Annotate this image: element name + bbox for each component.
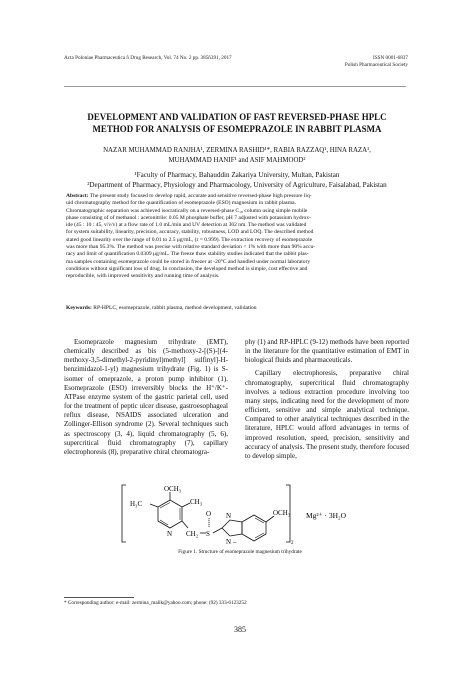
benzene-ring (242, 515, 266, 541)
mg-trihydrate-label: Mg²⁺ · 3H₂O (306, 511, 347, 520)
abstract-line: phase consisting of of methanol : acetonitrile: 0.05 M phosphate buffer, pH 7 adjusted with potassium hydrox- (66, 214, 311, 221)
pyridine-ring (158, 500, 182, 528)
affiliations (58, 171, 416, 190)
affiliation-2: ²Department of Pharmacy, Physiology and Pharmacology, University of Agriculture, Faisalabad, Pakistan (87, 180, 387, 189)
title-line-1: DEVELOPMENT AND VALIDATION OF FAST REVERSED-PHASE HPLC (87, 112, 387, 122)
authors-line-2: MUHAMMAD HANIF¹ and ASIF MAHMOOD² (168, 157, 306, 164)
authors-line-1: NAZAR MUHAMMAD RANJHA¹, ZERMINA RASHID¹*, RABIA RAZZAQ¹, HINA RAZA¹, (103, 147, 371, 154)
bond (182, 503, 190, 507)
affiliation-1: ¹Faculty of Pharmacy, Bahauddin Zakariya University, Multan, Pakistan (134, 171, 340, 179)
esomeprazole-structure-figure (110, 482, 370, 546)
title-line-2: METHOD FOR ANALYSIS OF ESOMEPRAZOLE IN RABBIT PLASMA (92, 124, 382, 134)
oxygen-label: O (206, 510, 212, 518)
right-column (245, 338, 409, 465)
bond (150, 504, 158, 507)
sulfur-label: S (206, 530, 210, 538)
subscript-2: 2 (291, 541, 294, 546)
bond (182, 521, 188, 528)
footnote-rule (64, 597, 134, 598)
left-column (64, 338, 228, 461)
abstract-line: ma samples containing esomeprazole could be stored in freezer at -20°C and handled under normal laboratory (66, 258, 311, 265)
left-bracket (122, 485, 126, 542)
abstract-line: Chromatographic separation was achieved isocratically on a reversed-phase C₁₈ column using simple mobile (66, 207, 308, 214)
abstract-label: Abstract: (66, 193, 89, 199)
imidazole-n1-label: N (226, 512, 232, 520)
figure-caption: Figure 1. Structure of esomeprazole magnesium trihydrate (178, 549, 302, 555)
pyridine-n-label: N (167, 530, 173, 538)
keywords-text: RP-HPLC, esomeprazole, rabbit plasma, method development, validation (93, 305, 257, 311)
och3-top-label: OCH₃ (164, 485, 182, 493)
header-rule (64, 86, 406, 87)
keywords (66, 305, 408, 312)
keywords-label: Keywords: (66, 305, 92, 311)
imidazole-ring (222, 520, 242, 536)
page-number: 385 (234, 625, 246, 634)
ch3-label: CH₃ (190, 498, 203, 506)
paper-title (58, 111, 416, 135)
journal-header: Acta Poloniae Pharmaceutica ñ Drug Research, Vol. 74 No. 2 pp. 385ñ391, 2017 (64, 55, 232, 61)
imidazole-n2-label: N (226, 538, 232, 546)
corresponding-author-footnote: * Corresponding author: e-mail: zermina_malik@yahoo.com; phone: (92) 333-6123252 (64, 600, 247, 606)
abstract-line: racy and limit of quantification 0.0309 μg/mL. The freeze thaw stability studies indicated that the rabbit plas- (66, 251, 309, 258)
minus-charge-label: – (233, 538, 237, 546)
och3-right-label: OCH₃ (273, 509, 291, 517)
author-list (58, 146, 416, 166)
abstract (66, 193, 408, 281)
abstract-line: for system suitability, linearity, precision, accuracy, stability, robustness, LOD and LOQ. The described method (66, 229, 314, 236)
abstract-line: stated good linearity over the range of 0.01 to 2.5 μg/mL, (r = 0.999). The extraction recovery of esomeprazole (66, 236, 313, 243)
abstract-line: reproducible, with improved sensitivity and running time of analysis. (66, 273, 220, 280)
ch2-label: CH₂ (186, 530, 199, 538)
abstract-line: conditions without significant loss of drug. In conclusion, the developed method is simple, cost effective and (66, 265, 308, 272)
abstract-line: was more than 95.3%. The method was precise with relative standard deviation < 1% with more than 90% accu- (66, 244, 316, 251)
h3c-label: H₃C (130, 500, 143, 508)
abstract-line: uid chromatography method for the quantification of esomeprazole (ESO) magnesium in rabbit plasma. (66, 200, 296, 207)
body-paragraph: Esomeprazole magnesium trihydrate (EMT), chemically described as bis (5-methoxy-2-[(S)-[(4-methoxy-3,5-dimethyl-2-pyridinyl)methyl] sulfinyl]-H-benzimidazol-1-yl) magnesium trihydrate (Fig. 1) is S-isomer of omeprazole, a proton pump inhibitor (1). Esomeprazole (ESO) irreversibly blocks the H⁺/K⁺-ATPase enzyme system of the gastric parietal cell, used for the treatment of peptic ulcer disease, gastroesophageal reflux disease, NSAIDS associated ulceration and Zollinger-Ellison syndrome (2). Several techniques such as spectroscopy (3, 4), liquid chromatography (5, 6), supercritical fluid chromatography (7), capillary electrophoresis (8), preparative chiral chromatogra- (64, 338, 228, 456)
abstract-line: ide (45 : 10 : 45, v/v/v) at a flow rate of 1.0 mL/min and UV detection at 302 nm. The method was validated (66, 222, 307, 229)
body-paragraph: phy (1) and RP-HPLC (9-12) methods have been reported in the literature for the quantitative estimation of EMT in biological fluids and pharmaceuticals. (245, 338, 409, 365)
body-paragraph: Capillary electrophoresis, preparative chiral chromatography, supercritical fluid chromatography involves a tedious extraction procedure involving too many steps, indicating need for the development of more efficient, sensitive and simple analytical technique. Compared to other analytical techniques described in the literature, HPLC would afford advantages in terms of improved resolution, speed, precision, sensitivity and accuracy of analysis. The present study, therefore focused to develop simple, (245, 369, 409, 460)
abstract-text: The present study focused to develop rapid, accurate and sensitive reversed-phase high pressure liq- (89, 193, 312, 199)
bond (213, 528, 222, 533)
society-header: Polish Pharmaceutical Society (344, 62, 408, 68)
issn-header: ISSN 0001-6837 (372, 55, 408, 61)
